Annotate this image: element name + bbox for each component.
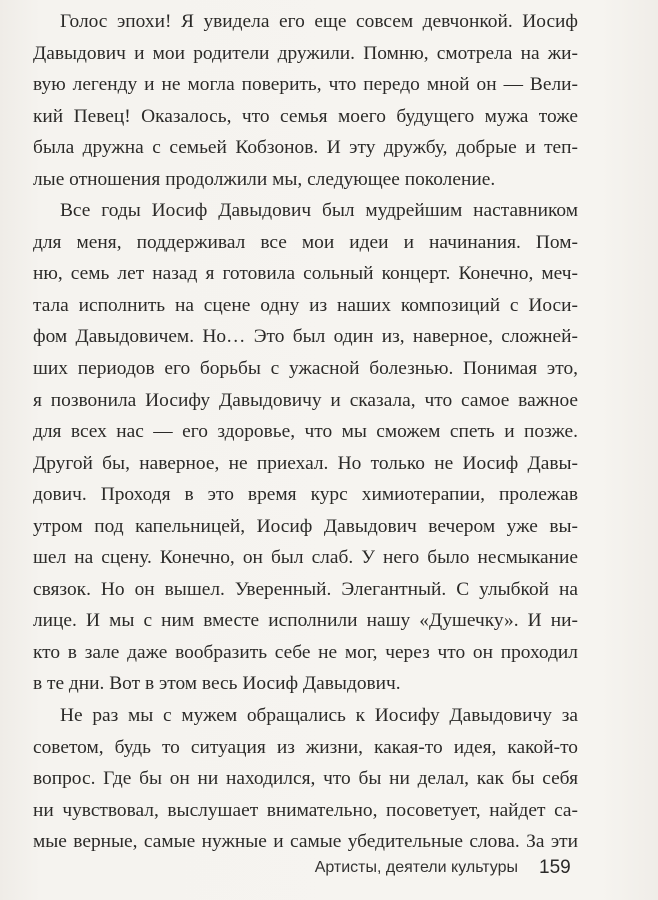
text-line: дович. Проходя в это время курс химиотерапии, пролежав	[33, 484, 578, 506]
text-line: Другой бы, наверное, не приехал. Но только не Иосиф Давы-	[33, 452, 578, 474]
text-line: утром под капельницей, Иосиф Давыдович вечером уже вы-	[33, 515, 578, 537]
text-line: тала исполнить на сцене одну из наших композиций с Иоси-	[33, 294, 578, 316]
text-line: Все годы Иосиф Давыдович был мудрейшим наставником	[60, 200, 578, 222]
text-line: вую легенду и не могла поверить, что передо мной он — Вели-	[33, 74, 578, 96]
text-line: связок. Но он вышел. Уверенный. Элегантный. С улыбкой на	[33, 578, 578, 600]
text-line: ших периодов его борьбы с ужасной болезнью. Понимая это,	[33, 358, 578, 380]
text-line: Давыдович и мои родители дружили. Помню, смотрела на жи-	[33, 42, 578, 64]
page-footer	[0, 857, 658, 887]
text-line: лые отношения продолжили мы, следующее поколение.	[33, 168, 496, 190]
text-line: лице. И мы с ним вместе исполнили нашу «Душечку». И ни-	[33, 610, 578, 632]
text-line: мые верные, самые нужные и самые убедительные слова. За эти	[33, 831, 578, 853]
text-line: я позвонила Иосифу Давыдовичу и сказала, что самое важное	[33, 389, 578, 411]
paragraph-2	[33, 195, 578, 700]
text-line: кто в зале даже вообразить себе не мог, через что он проходил	[33, 641, 578, 663]
paragraph-3	[33, 700, 578, 858]
text-line: для меня, поддерживал все мои идеи и начинания. Пом-	[33, 231, 578, 253]
text-line: кий Певец! Оказалось, что семья моего будущего мужа тоже	[33, 105, 578, 127]
paragraph-1	[33, 6, 578, 195]
text-line: была дружна с семьей Кобзонов. И эту дружбу, добрые и теп-	[33, 137, 578, 159]
text-line: ню, семь лет назад я готовила сольный концерт. Конечно, меч-	[33, 263, 578, 285]
text-line: Голос эпохи! Я увидела его еще совсем девчонкой. Иосиф	[60, 11, 578, 32]
text-line: советом, будь то ситуация из жизни, какая-то идея, какой-то	[33, 736, 578, 758]
text-line: для всех нас — его здоровье, что мы сможем спеть и позже.	[33, 421, 578, 443]
body-text	[33, 6, 578, 858]
page-number: 159	[539, 857, 571, 878]
text-line: фом Давыдовичем. Но… Это был один из, наверное, сложней-	[33, 326, 578, 348]
text-line: ни чувствовал, выслушает внимательно, посоветует, найдет са-	[33, 799, 578, 821]
text-line: Не раз мы с мужем обращались к Иосифу Давыдовичу за	[60, 705, 578, 727]
text-line: шел на сцену. Конечно, он был слаб. У него было несмыкание	[33, 547, 578, 569]
running-footer-title: Артисты, деятели культуры	[314, 859, 518, 876]
text-line: в те дни. Вот в этом весь Иосиф Давыдович.	[33, 673, 401, 695]
text-line: вопрос. Где бы он ни находился, что бы ни делал, как бы себя	[33, 768, 578, 790]
